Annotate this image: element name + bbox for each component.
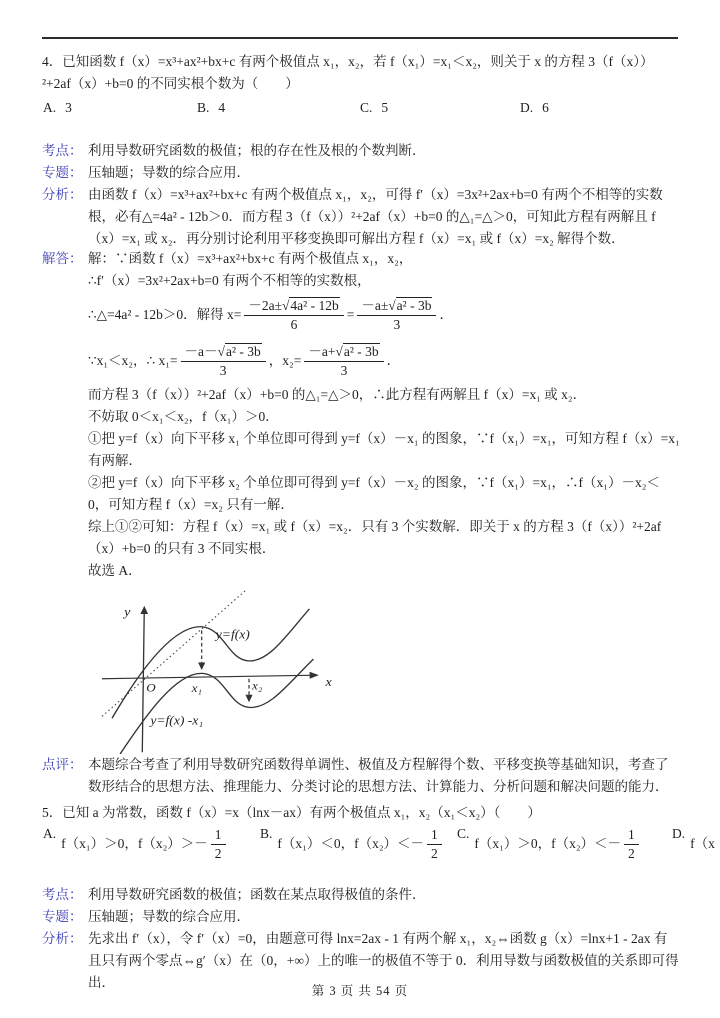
- option-label: A.: [43, 100, 57, 115]
- solution-line: ∴f′（x）=3x²+2ax+b=0 有两个不相等的实数根，: [88, 273, 371, 288]
- q5-option-c: [457, 822, 642, 866]
- formula-tail: ．: [439, 307, 453, 322]
- kaodian-label: 考点：: [42, 887, 83, 902]
- q4-option-a: [43, 97, 72, 119]
- formula-lead: ∴△=4a² - 12b＞0．解得 x=: [88, 307, 242, 322]
- q4-kaodian-row: [42, 140, 680, 162]
- option-value: [277, 822, 444, 866]
- jieda-label: 解答：: [42, 251, 83, 266]
- zhuanti-text: 压轴题；导数的综合应用．: [88, 909, 250, 924]
- separator: ，x₂=: [268, 353, 302, 368]
- kaodian-text: 利用导数研究函数的极值；根的存在性及根的个数判断．: [88, 143, 426, 158]
- q5-option-d: [672, 822, 715, 866]
- option-value: 3: [65, 100, 72, 115]
- option-label: D.: [672, 826, 686, 841]
- q4-fenxi-row: [42, 184, 680, 250]
- solution-line: 综上①②可知：方程 f（x）=x₁ 或 f（x）=x₂．只有 3 个实数解．即关于 x 的方程 3（f（x））²+2af（x）+b=0 的只有 3 不同实根．: [88, 519, 662, 556]
- numerator: －a－√: [184, 343, 225, 359]
- numerator: －a+√: [308, 343, 343, 359]
- fraction: [211, 827, 226, 862]
- q4-option-c: [360, 97, 388, 119]
- option-value: 4: [218, 100, 226, 115]
- curve-f-of-x-minus-x1: [120, 659, 313, 754]
- q5-zhuanti-row: [42, 906, 680, 928]
- solution-formula-line-1: [88, 292, 680, 338]
- fraction: [624, 827, 639, 862]
- q5-kaodian-row: [42, 884, 680, 906]
- denominator: 2: [628, 845, 635, 861]
- option-value: 6: [542, 100, 549, 115]
- option-label: B.: [260, 826, 273, 841]
- solution-line: ②把 y=f（x）向下平移 x₂ 个单位即可得到 y=f（x）－x₂ 的图象，∵f（x₁）=x₁，∴f（x₁）－x₂＜0，可知方程 f（x）=x₂ 只有一解．: [88, 475, 660, 512]
- fraction: [357, 298, 436, 333]
- q4-jieda-row: [42, 248, 680, 582]
- x-axis-label: x: [325, 674, 332, 689]
- jieda-body: [88, 248, 680, 582]
- option-label: C.: [457, 826, 470, 841]
- q4-stem: 4．已知函数 f（x）=x³+ax²+bx+c 有两个极值点 x₁，x₂，若 f（x₁）=x₁＜x₂，则关于 x 的方程 3（f（x））²+2af（x）+b=0 的不同实根个数为（ ）: [42, 54, 654, 91]
- radicand: a² - 3b: [343, 343, 379, 359]
- kaodian-label: 考点：: [42, 143, 83, 158]
- option-label: D.: [520, 100, 534, 115]
- numerator: －a±√: [361, 297, 396, 313]
- function-graph: [100, 582, 392, 754]
- cubic-curves-figure: [100, 582, 392, 754]
- q4-option-b: [197, 97, 225, 119]
- curve-f-of-x: [112, 609, 309, 718]
- top-rule: [42, 37, 678, 39]
- option-expression: f（x: [690, 836, 715, 851]
- solution-line: 解：∵函数 f（x）=x³+ax²+bx+c 有两个极值点 x₁，x₂，: [88, 251, 413, 266]
- q4-options-row: [0, 97, 720, 119]
- dianping-label: 点评：: [42, 757, 83, 772]
- fenxi-label: 分析：: [42, 187, 83, 202]
- x2-label: x₂: [252, 679, 263, 693]
- page-number: 第 3 页 共 54 页: [311, 984, 409, 998]
- option-label: C.: [360, 100, 373, 115]
- zhuanti-label: 专题：: [42, 909, 83, 924]
- numerator: －2a±√: [248, 297, 290, 313]
- q5-option-b: [260, 822, 445, 866]
- fenxi-label: 分析：: [42, 931, 83, 946]
- equals-sign: =: [346, 307, 355, 322]
- fraction: [427, 827, 442, 862]
- formula-lead: ∵x₁＜x₂，∴ x₁=: [88, 353, 178, 368]
- denominator: 2: [431, 845, 438, 861]
- zhuanti-label: 专题：: [42, 165, 83, 180]
- numerator: 1: [427, 827, 442, 845]
- radicand: 4a² - 12b: [290, 297, 339, 313]
- kaodian-text: 利用导数研究函数的极值；函数在某点取得极值的条件．: [88, 887, 426, 902]
- solution-formula-line-2: [88, 338, 680, 384]
- numerator: 1: [624, 827, 639, 845]
- option-value: [474, 822, 641, 866]
- option-value: 5: [381, 100, 389, 115]
- solution-line: ①把 y=f（x）向下平移 x₁ 个单位即可得到 y=f（x）－x₁ 的图象，∵f（x₁）=x₁，可知方程 f（x）=x₁ 有两解．: [88, 431, 680, 468]
- fenxi-text: 由函数 f（x）=x³+ax²+bx+c 有两个极值点 x₁，x₂，可得 f′（x）=3x²+2ax+b=0 有两个不相等的实数根，必有△=4a² - 12b＞0．而方程 3（f（x））²+2af（x）+b=0 的△₁=△＞0，可知此方程有两解且 f（x）=x₁ 或 x₂．再分别讨论利用平移变换即可解出方程 f（x）=x₁ 或 f（x）=x₂ 解得个数．: [88, 187, 663, 246]
- fraction: [304, 344, 383, 379]
- denominator: 2: [214, 845, 222, 861]
- option-expression: f（x₁）＞0，f（x₂）＜－: [474, 836, 622, 851]
- option-value: [61, 822, 228, 866]
- denominator: 3: [393, 316, 401, 332]
- formula-tail: ．: [386, 353, 401, 368]
- denominator: 6: [290, 316, 298, 332]
- y-axis-label: y: [124, 604, 131, 619]
- q5-option-a: [43, 822, 229, 866]
- fraction: [181, 344, 266, 379]
- radicand: a² - 3b: [225, 343, 261, 359]
- origin-label: O: [146, 680, 156, 695]
- option-expression: f（x₁）＞0，f（x₂）＞－: [61, 836, 208, 851]
- curve-bottom-label: y=f(x) -x₁: [150, 714, 204, 728]
- y-axis: [142, 607, 144, 752]
- denominator: 3: [219, 362, 227, 378]
- radicand: a² - 3b: [396, 297, 432, 313]
- option-label: B.: [197, 100, 210, 115]
- option-expression: f（x₁）＜0，f（x₂）＜－: [277, 836, 425, 851]
- zhuanti-text: 压轴题；导数的综合应用．: [88, 165, 250, 180]
- denominator: 3: [340, 362, 348, 378]
- fenxi-text: 先求出 f′（x），令 f′（x）=0，由题意可得 lnx=2ax - 1 有两个解 x₁，x₂⇔函数 g（x）=lnx+1 - 2ax 有且只有两个零点⇔g′（x）在（0，+∞）上的唯一的极值不等于 0．利用导数与函数极值的关系即可得出．: [88, 931, 679, 990]
- fraction: [244, 298, 343, 333]
- option-value: [690, 822, 715, 866]
- q5-options-row: [0, 820, 720, 874]
- q4-dianping-row: [42, 754, 680, 798]
- numerator: 1: [211, 827, 226, 845]
- q4-zhuanti-row: [42, 162, 680, 184]
- dianping-text: 本题综合考查了利用导数研究函数得单调性、极值及方程解得个数、平移变换等基础知识，考查了数形结合的思想方法、推理能力、分类讨论的思想方法、计算能力、分析问题和解决问题的能力．: [88, 757, 669, 794]
- solution-line: 不妨取 0＜x₁＜x₂，f（x₁）＞0．: [88, 409, 279, 424]
- option-label: A.: [43, 826, 57, 841]
- curve-top-label: y=f(x): [215, 628, 250, 642]
- q5-stem: 5．已知 a 为常数，函数 f（x）=x（lnx－ax）有两个极值点 x₁，x₂（x₁＜x₂）（ ）: [42, 805, 541, 820]
- solution-line: 故选 A．: [88, 563, 142, 578]
- q4-option-d: [520, 97, 549, 119]
- solution-line: 而方程 3（f（x））²+2af（x）+b=0 的△₁=△＞0，∴此方程有两解且 f（x）=x₁ 或 x₂．: [88, 387, 587, 402]
- x1-label: x₁: [191, 681, 202, 696]
